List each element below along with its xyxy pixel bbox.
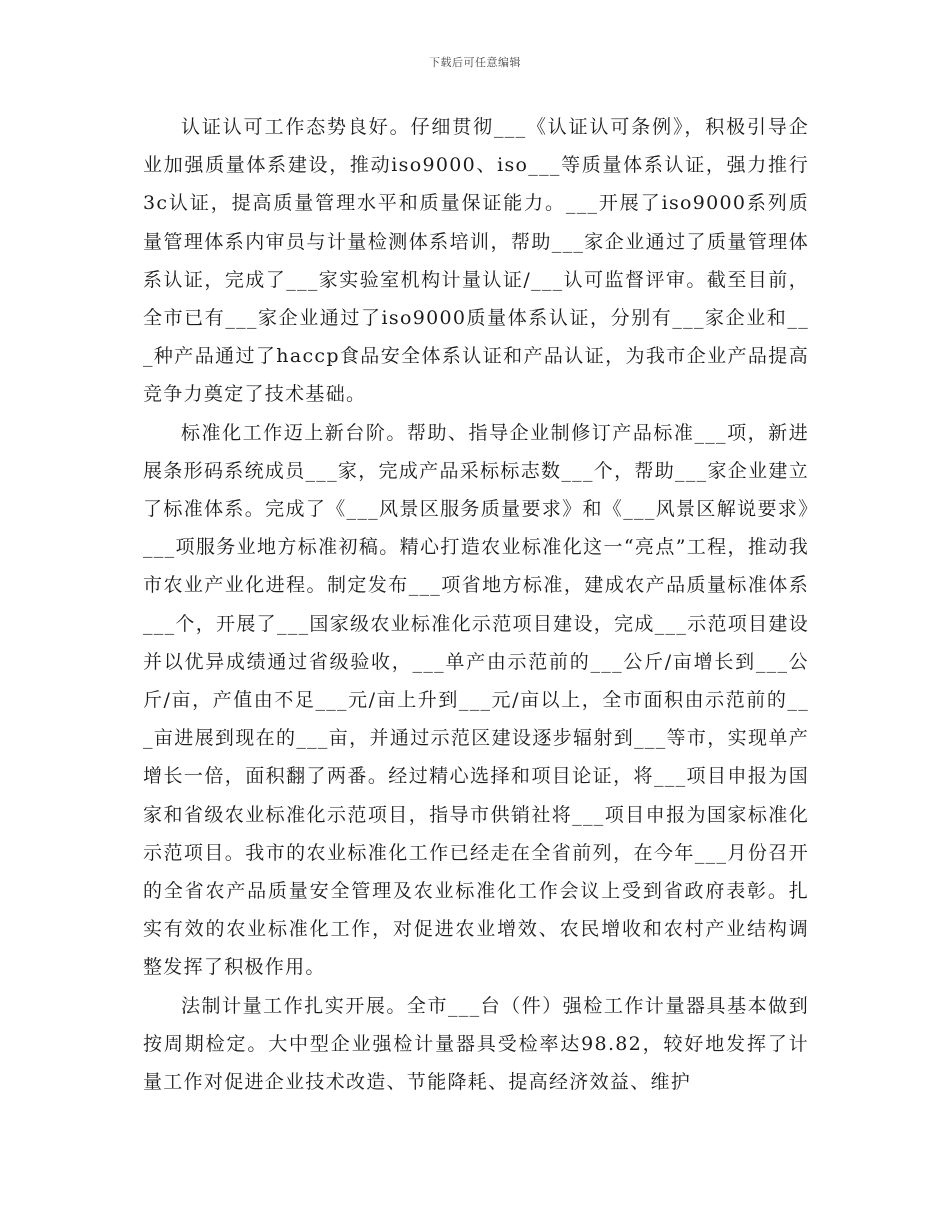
paragraph-standardization: 标准化工作迈上新台阶。帮助、指导企业制修订产品标准___项，新进展条形码系统成员___家，完成产品采标标志数___个，帮助___家企业建立了标准体系。完成了《___风景区服务质量要求》和《___风景区解说要求》___项服务业地方标准初稿。精心打造农业标准化这一“亮点”工程，推动我市农业产业化进程。制定发布___项省地方标准，建成农产品质量标准体系___个，开展了___国家级农业标准化示范项目建设，完成___示范项目建设并以优异成绩通过省级验收，___单产由示范前的___公斤/亩增长到___公斤/亩，产值由不足___元/亩上升到___元/亩以上，全市面积由示范前的___亩进展到现在的___亩，并通过示范区建设逐步辐射到___等市，实现单产增长一倍，面积翻了两番。经过精心选择和项目论证，将___项目申报为国家和省级农业标准化示范项目，指导市供销社将___项目申报为国家标准化示范项目。我市的农业标准化工作已经走在全省前列，在今年___月份召开的全省农产品质量安全管理及农业标准化工作会议上受到省政府表彰。扎实有效的农业标准化工作，对促进农业增效、农民增收和农村产业结构调整发挥了积极作用。 <box>143 421 809 979</box>
paragraph-metrology: 法制计量工作扎实开展。全市___台（件）强检工作计量器具基本做到按周期检定。大中型企业强检计量器具受检率达98.82，较好地发挥了计量工作对促进企业技术改造、节能降耗、提高经济效益、维护 <box>143 994 809 1094</box>
page-header: 下载后可任意编辑 <box>429 56 521 69</box>
document-body <box>143 108 809 1101</box>
paragraph-certification: 认证认可工作态势良好。仔细贯彻___《认证认可条例》，积极引导企业加强质量体系建设，推动iso9000、iso___等质量体系认证，强力推行3c认证，提高质量管理水平和质量保证能力。___开展了iso9000系列质量管理体系内审员与计量检测体系培训，帮助___家企业通过了质量管理体系认证，完成了___家实验室机构计量认证/___认可监督评审。截至目前，全市已有___家企业通过了iso9000质量体系认证，分别有___家企业和___种产品通过了haccp食品安全体系认证和产品认证，为我市企业产品提高竞争力奠定了技术基础。 <box>143 116 809 406</box>
